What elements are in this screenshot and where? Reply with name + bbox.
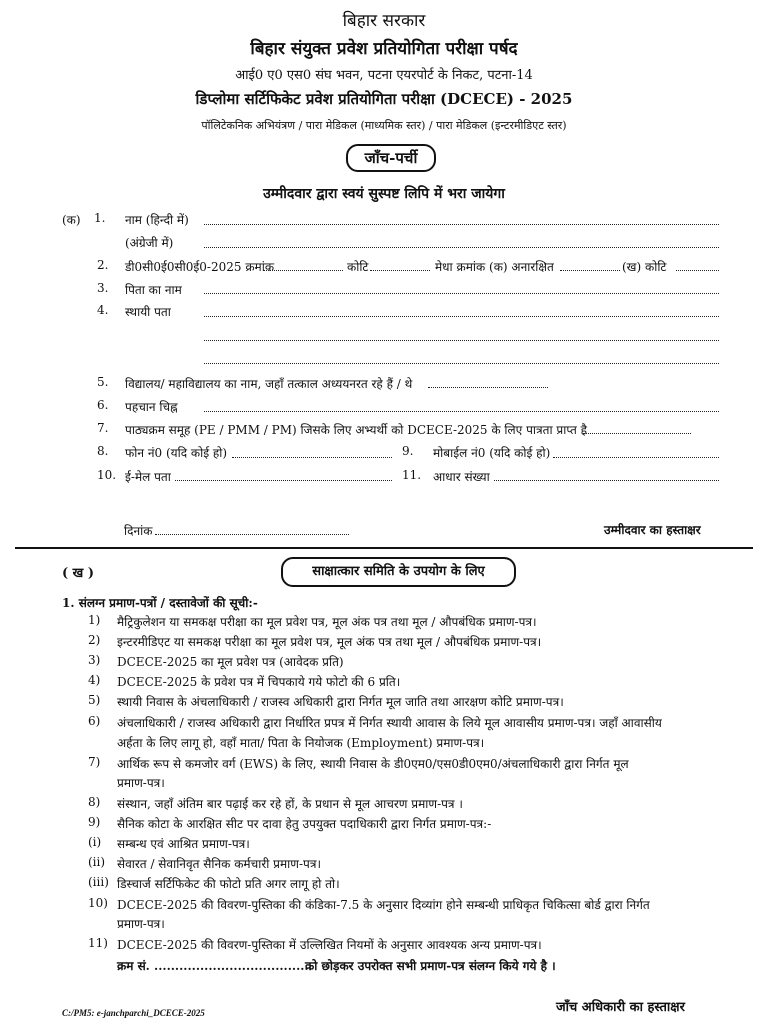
category-label: कोटि (347, 260, 369, 274)
sub-item-number: (i) (88, 835, 102, 849)
attachment-declaration: को छोड़कर उपरोक्त सभी प्रमाण-पत्र संलग्न किये गये है । (305, 959, 556, 973)
section-b-marker: ( ख ) (62, 566, 94, 581)
officer-signature-label: जाँच अधिकारी का हस्ताक्षर (556, 1000, 685, 1015)
list-item-number: 11) (88, 936, 108, 950)
list-item-text: सैनिक कोटा के आरक्षित सीट पर दावा हेतु उपयुक्त पदाधिकारी द्वारा निर्गत प्रमाण-पत्र:- (117, 817, 492, 831)
list-item-text: DCECE-2025 की विवरण-पुस्तिका में उल्लिखित नियमों के अनुसार आवश्यक अन्य प्रमाण-पत्र। (117, 938, 542, 952)
field-number: 11. (402, 468, 422, 482)
board-title: बिहार संयुक्त प्रवेश प्रतियोगिता परीक्षा पर्षद (250, 39, 518, 59)
section-a-marker: (क) (62, 213, 81, 227)
field-number: 2. (97, 258, 109, 272)
field-number: 3. (97, 281, 109, 295)
field-number: 7. (97, 421, 109, 435)
field-number: 5. (97, 375, 109, 389)
field-number: 6. (97, 398, 109, 412)
merit-unreserved-line[interactable] (560, 270, 620, 271)
mobile-line[interactable] (553, 457, 719, 458)
form-title: जाँच-पर्ची (346, 144, 436, 172)
list-item-number: 5) (88, 693, 101, 707)
government-title: बिहार सरकार (342, 11, 426, 31)
address-line-3[interactable] (204, 363, 719, 364)
list-item-number: 6) (88, 714, 101, 728)
email-label: ई-मेल पता (125, 470, 171, 484)
candidate-signature-label: उम्मीदवार का हस्ताक्षर (604, 523, 701, 537)
father-name-label: पिता का नाम (125, 283, 182, 297)
institution-label: विद्यालय/ महाविद्यालय का नाम, जहाँ तत्काल अध्ययनरत रहे हैं / थे (125, 377, 413, 391)
list-item-text: अंचलाधिकारी / राजस्व अधिकारी द्वारा निर्धारित प्रपत्र में निर्गत स्थायी आवास के लिये मूल आवासीय प्रमाण-पत्र। जहाँ आवासीय (117, 716, 662, 730)
sub-item-text: डिस्चार्ज सर्टिफिकेट की फोटो प्रति अगर लागू हो तो। (117, 877, 340, 891)
course-group-label: पाठ्यक्रम समूह (PE / PMM / PM) जिसके लिए अभ्यर्थी को DCECE-2025 के लिए पात्रता प्राप्त है (125, 423, 588, 437)
list-item-text: DCECE-2025 का मूल प्रवेश पत्र (आवेदक प्रति) (117, 655, 344, 669)
roll-number-line[interactable] (263, 270, 343, 271)
list-item-number: 10) (88, 896, 108, 910)
list-item-text-continued: प्रमाण-पत्र। (117, 776, 165, 790)
field-number: 4. (97, 303, 109, 317)
list-item-text: मैट्रिकुलेशन या समकक्ष परीक्षा का मूल प्रवेश पत्र, मूल अंक पत्र तथा मूल / औपबंधिक प्रमाण-पत्र। (117, 615, 537, 629)
sub-item-text: सम्बन्ध एवं आश्रित प्रमाण-पत्र। (117, 837, 250, 851)
list-item-number: 2) (88, 633, 101, 647)
address-line-2[interactable] (204, 340, 719, 341)
father-name-line[interactable] (204, 293, 719, 294)
list-item-number: 7) (88, 755, 101, 769)
field-number: 1. (94, 211, 106, 225)
list-item-text: आर्थिक रूप से कमजोर वर्ग (EWS) के लिए, स्थायी निवास के डी0एम0/एस0डी0एम0/अंचलाधिकारी द्वारा निर्गत मूल (117, 757, 629, 771)
courses-line: पॉलिटेकनिक अभियंत्रण / पारा मेडिकल (माध्यमिक स्तर) / पारा मेडिकल (इन्टरमीडिएट स्तर) (201, 119, 567, 132)
sub-item-number: (iii) (88, 875, 109, 889)
file-reference: C:/PM5: e-janchparchi_DCECE-2025 (62, 1008, 205, 1018)
aadhaar-line[interactable] (494, 480, 719, 481)
list-item-text: DCECE-2025 के प्रवेश पत्र में चिपकाये गये फोटो की 6 प्रति। (117, 675, 401, 689)
sub-item-text: सेवारत / सेवानिवृत सैनिक कर्मचारी प्रमाण-पत्र। (117, 857, 321, 871)
mobile-label: मोबाईल नं0 (यदि कोई हो) (433, 446, 551, 460)
list-item-number: 8) (88, 795, 101, 809)
board-address: आई0 ए0 एस0 संघ भवन, पटना एयरपोर्ट के निकट, पटना-14 (235, 68, 533, 83)
merit-category-label: (ख) कोटि (622, 260, 667, 274)
merit-unreserved-label: मेधा क्रमांक (क) अनारक्षित (435, 260, 554, 274)
list-item-text: इन्टरमीडिएट या समकक्ष परीक्षा का मूल प्रवेश पत्र, मूल अंक पत्र तथा मूल / औपबंधिक प्रमाण-पत्र। (117, 635, 542, 649)
list-item-text: DCECE-2025 की विवरण-पुस्तिका की कंडिका-7.5 के अनुसार दिव्यांग होने सम्बन्धी प्राधिकृत चिकित्सा बोर्ड द्वारा निर्गत (117, 898, 650, 912)
fill-instruction: उम्मीदवार द्वारा स्वयं सुस्पष्ट लिपि में भरा जायेगा (263, 186, 505, 202)
address-line-1[interactable] (204, 316, 719, 317)
excluded-serial-label: क्रम सं. ...................................... (117, 959, 313, 973)
phone-label: फोन नं0 (यदि कोई हो) (125, 446, 228, 460)
document-list-title: 1. संलग्न प्रमाण-पत्रों / दस्तावेजों की सूची:- (62, 596, 258, 610)
email-line[interactable] (175, 480, 392, 481)
date-label: दिनांक (124, 524, 153, 538)
name-english-label: (अंग्रेजी में) (125, 236, 174, 250)
course-group-line[interactable] (583, 433, 691, 434)
date-line[interactable] (155, 534, 349, 535)
address-label: स्थायी पता (125, 305, 171, 319)
identification-label: पहचान चिह्न (125, 400, 178, 414)
list-item-text-continued: प्रमाण-पत्र। (117, 917, 165, 931)
list-item-number: 1) (88, 613, 101, 627)
institution-line[interactable] (428, 387, 548, 388)
name-hindi-line[interactable] (204, 224, 719, 225)
list-item-number: 3) (88, 653, 101, 667)
section-divider (15, 547, 753, 549)
phone-line[interactable] (232, 457, 392, 458)
list-item-text: स्थायी निवास के अंचलाधिकारी / राजस्व अधिकारी द्वारा निर्गत मूल जाति तथा आरक्षण कोटि प्रमाण-पत्र। (117, 695, 564, 709)
exam-title: डिप्लोमा सर्टिफिकेट प्रवेश प्रतियोगिता परीक्षा (DCECE) - 2025 (195, 90, 573, 108)
list-item-text-continued: अर्हता के लिए लागू हो, वहाँ माता/ पिता के नियोजक (Employment) प्रमाण-पत्र। (117, 736, 485, 750)
field-number: 8. (97, 444, 109, 458)
field-number: 10. (97, 468, 117, 482)
roll-number-label: डी0सी0ई0सी0ई0-2025 क्रमांक (125, 260, 275, 274)
committee-title: साक्षात्कार समिति के उपयोग के लिए (281, 557, 516, 587)
sub-item-number: (ii) (88, 855, 106, 869)
identification-line[interactable] (204, 411, 719, 412)
category-line[interactable] (370, 270, 430, 271)
field-number: 9. (402, 444, 414, 458)
aadhaar-label: आधार संख्या (433, 470, 490, 484)
name-hindi-label: नाम (हिन्दी में) (125, 213, 189, 227)
merit-category-line[interactable] (676, 270, 719, 271)
list-item-text: संस्थान, जहाँ अंतिम बार पढ़ाई कर रहे हों, के प्रधान से मूल आचरण प्रमाण-पत्र । (117, 797, 463, 811)
name-english-line[interactable] (204, 247, 719, 248)
list-item-number: 4) (88, 673, 101, 687)
list-item-number: 9) (88, 815, 101, 829)
